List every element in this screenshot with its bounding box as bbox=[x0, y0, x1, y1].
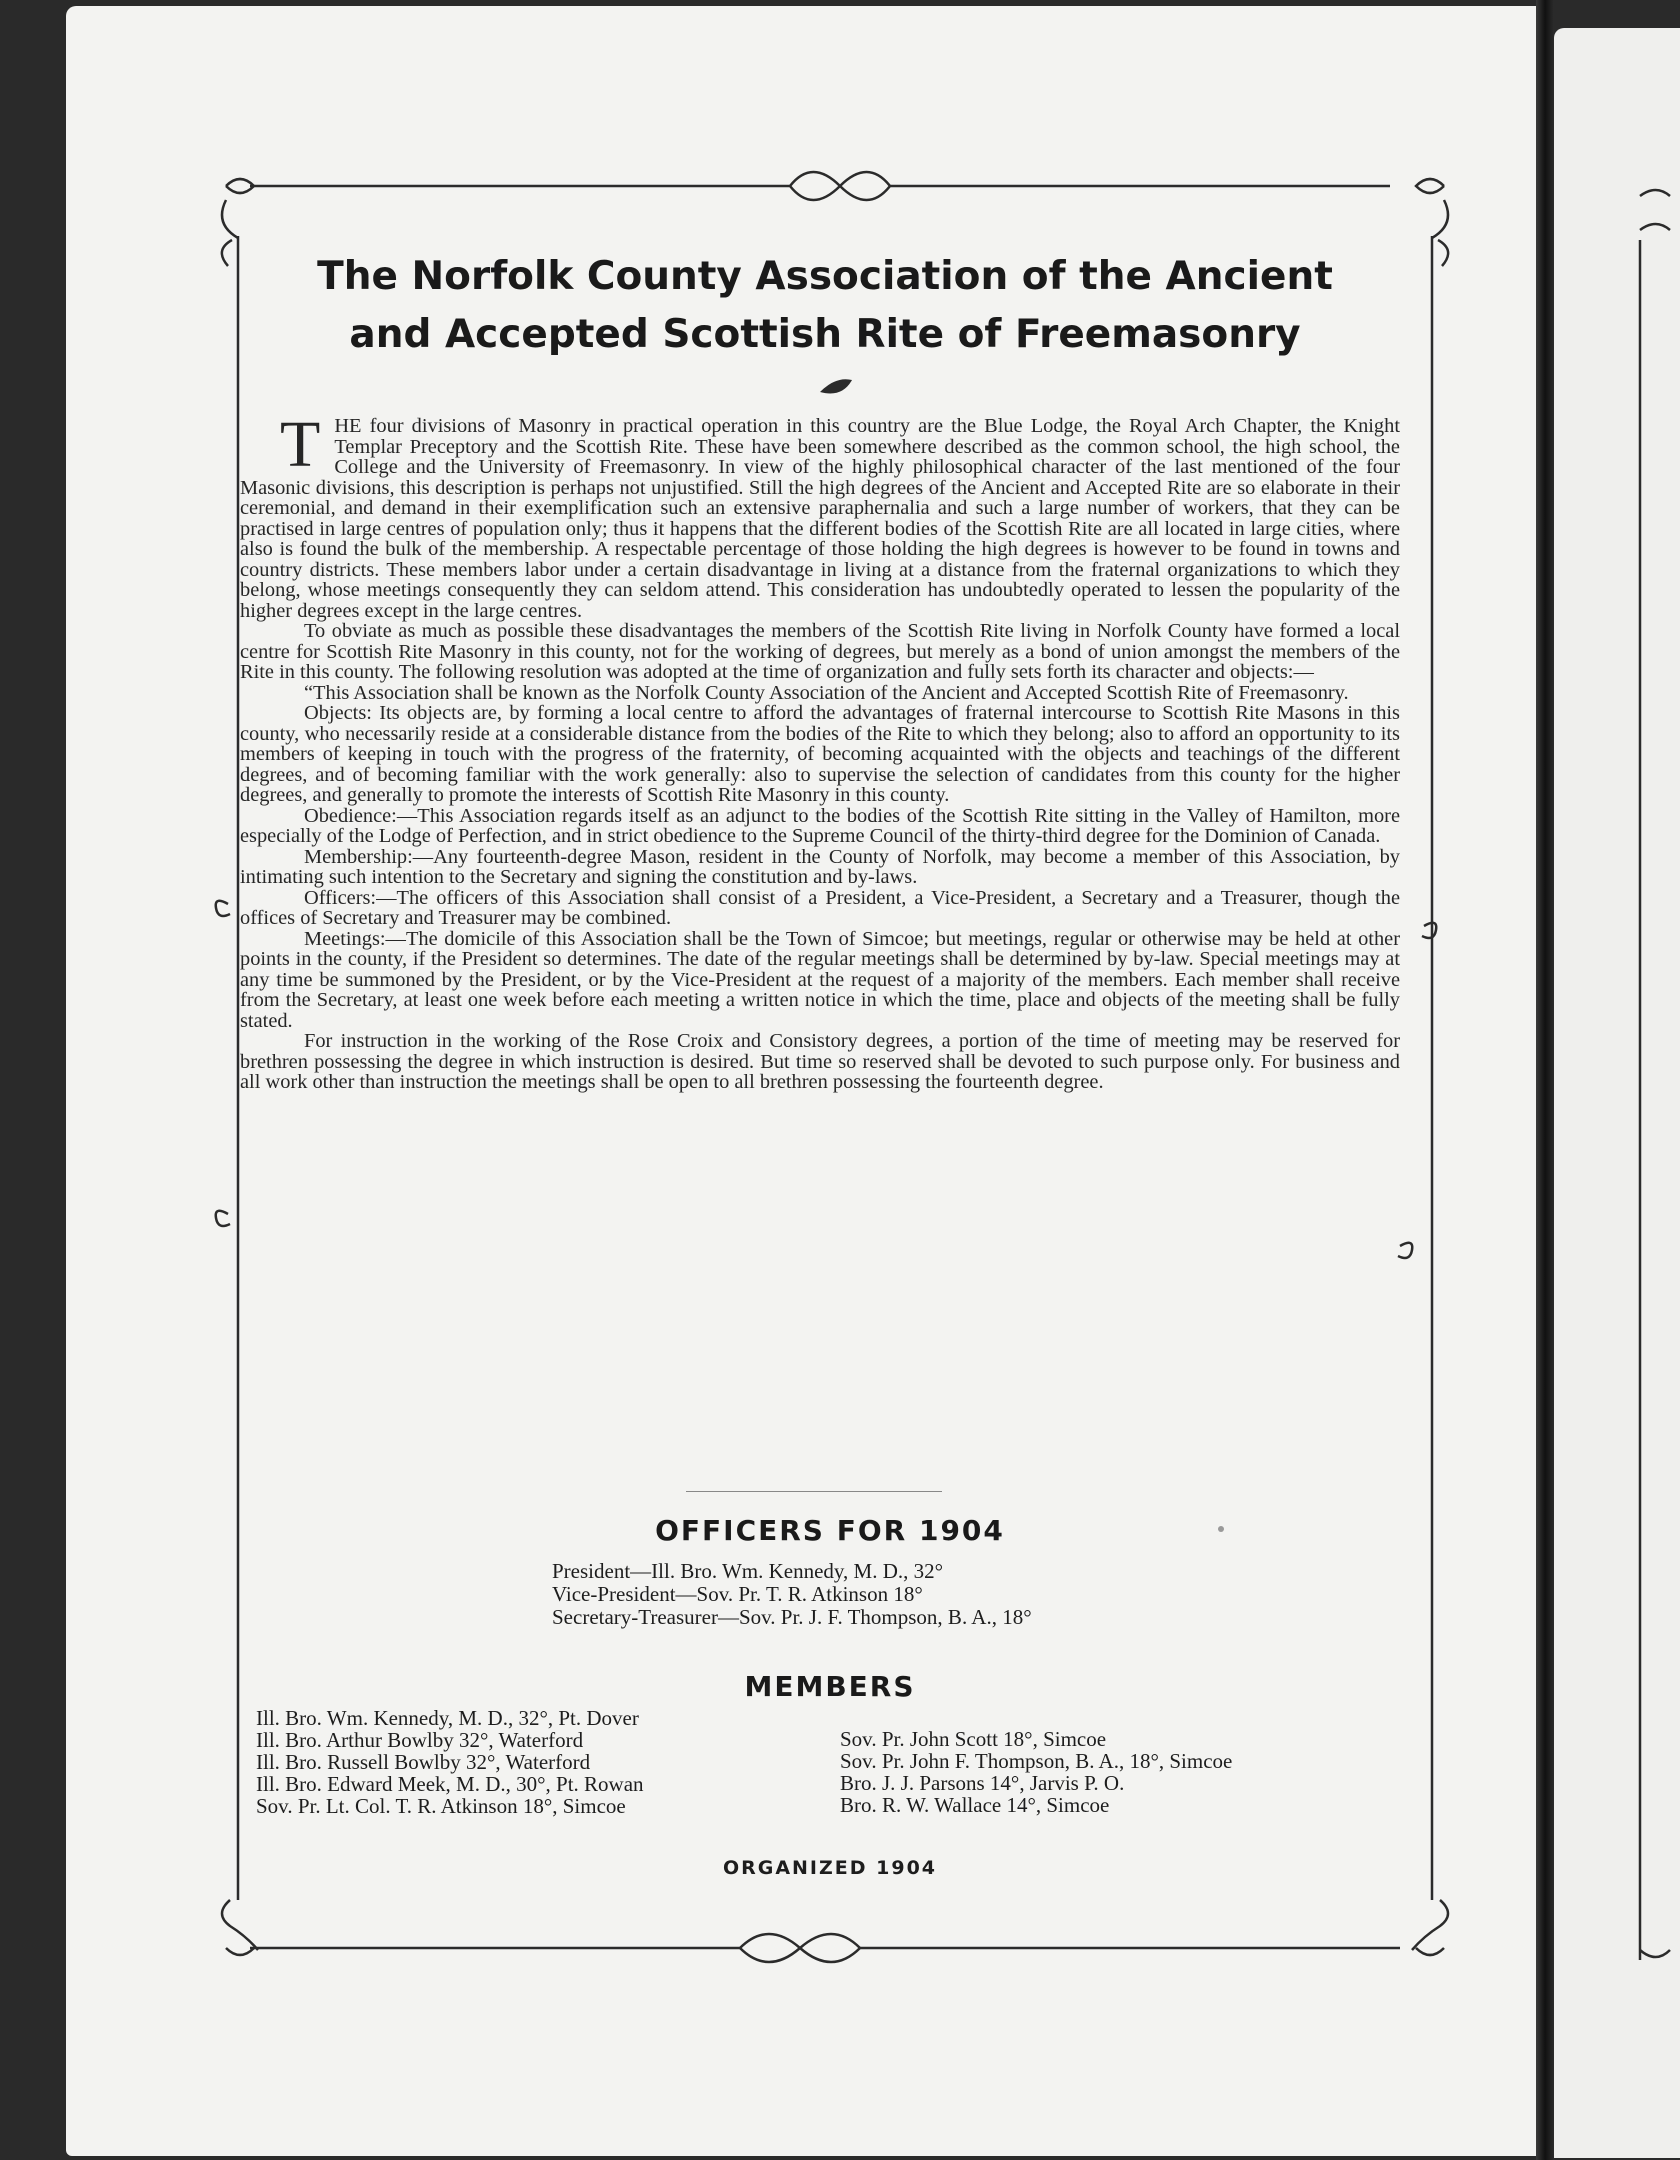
officers-list bbox=[552, 1560, 1032, 1629]
page-title bbox=[200, 248, 1450, 364]
title-line-1: The Norfolk County Association of the Ancient bbox=[317, 254, 1333, 299]
section-divider bbox=[686, 1491, 942, 1492]
members-heading: MEMBERS bbox=[744, 1670, 916, 1703]
corner-flourish-br bbox=[1412, 1900, 1448, 1955]
organized-footer: ORGANIZED 1904 bbox=[722, 1857, 938, 1879]
members-list-right bbox=[840, 1728, 1232, 1816]
officer-secretary-treasurer: Secretary-Treasurer—Sov. Pr. J. F. Thompson, B. A., 18° bbox=[552, 1605, 1032, 1629]
body-text bbox=[240, 408, 1400, 1093]
drop-cap: T bbox=[280, 408, 321, 481]
title-line-2: and Accepted Scottish Rite of Freemasonry bbox=[349, 312, 1301, 357]
next-page-flourish-bottom bbox=[1640, 1950, 1670, 1957]
speck-mark bbox=[1218, 1526, 1224, 1532]
paragraph-1-text: HE four divisions of Masonry in practical operation in this country are the Blue Lodge, the Royal Arch Chapter, the Knight Templar Preceptory and the Scottish Rite. These have been somewhere described as the common school, the high school, the College and the University of Freemasonry. In view of the highly philosophical character of the last mentioned of the four Masonic divisions, this description is perhaps not unjustified. Still the high degrees of the Ancient and Accepted Rite are so elaborate in their ceremonial, and demand in their exemplification such an extensive paraphernalia and such a large number of workers, that they can be practised in large centres of population only; thus it happens that the different bodies of the Scottish Rite are all located in large cities, where also is found the bulk of the membership. A respectable percentage of those holding the high degrees is however to be found in towns and country districts. These members labor under a certain disadvantage in living at a distance from the fraternal organizations to which they belong, whose meetings consequently they can seldom attend. This consideration has undoubtedly operated to lessen the popularity of the higher degrees except in the large centres. bbox=[240, 415, 1400, 622]
side-scroll-right-bottom bbox=[1398, 1243, 1412, 1258]
officer-vice-president: Vice-President—Sov. Pr. T. R. Atkinson 18° bbox=[552, 1582, 923, 1606]
paragraph-obedience: Obedience:—This Association regards itself as an adjunct to the bodies of the Scottish Rite sitting in the Valley of Hamilton, more especially of the Lodge of Perfection, and in strict obedience to the Supreme Council of the thirty-third degree for the Dominion of Canada. bbox=[240, 804, 1400, 847]
knot-ornament-bottom bbox=[740, 1934, 860, 1962]
officers-heading: OFFICERS FOR 1904 bbox=[655, 1514, 1005, 1547]
member-item: Sov. Pr. John Scott 18°, Simcoe bbox=[840, 1727, 1107, 1751]
member-item: Sov. Pr. Lt. Col. T. R. Atkinson 18°, Simcoe bbox=[256, 1794, 626, 1818]
knot-ornament-top bbox=[790, 172, 890, 200]
member-item: Ill. Bro. Edward Meek, M. D., 30°, Pt. Rowan bbox=[256, 1772, 644, 1796]
side-scroll-right-top bbox=[1422, 923, 1436, 938]
paragraph-officers: Officers:—The officers of this Association shall consist of a President, a Vice-President, a Secretary and a Treasurer, though the offices of Secretary and Treasurer may be combined. bbox=[240, 886, 1400, 929]
paragraph-meetings: Meetings:—The domicile of this Association shall be the Town of Simcoe; but meetings, regular or otherwise may be held at other points in the county, if the President so determines. The date of the regular meetings shall be determined by by-law. Special meetings may at any time be summoned by the President, or by the Vice-President at the request of a majority of the members. Each member shall receive from the Secretary, at least one week before each meeting a written notice in which the time, place and objects of the meeting shall be fully stated. bbox=[240, 927, 1400, 1032]
paragraph-2: To obviate as much as possible these disadvantages the members of the Scottish Rite living in Norfolk County have formed a local centre for Scottish Rite Masonry in this county, not for the working of degrees, but merely as a bond of union amongst the members of the Rite in this county. The following resolution was adopted at the time of organization and fully sets forth its character and objects:— bbox=[240, 620, 1400, 683]
member-item: Ill. Bro. Russell Bowlby 32°, Waterford bbox=[256, 1750, 591, 1774]
paragraph-membership: Membership:—Any fourteenth-degree Mason, resident in the County of Norfolk, may become a member of this Association, by intimating such intention to the Secretary and signing the constitution and by-laws. bbox=[240, 845, 1400, 888]
paragraph-3: “This Association shall be known as the Norfolk County Association of the Ancient and Accepted Scottish Rite of Freemasonry. bbox=[304, 681, 1349, 704]
members-list-left bbox=[256, 1707, 644, 1817]
paragraph-objects: Objects: Its objects are, by forming a local centre to afford the advantages of fraternal intercourse to Scottish Rite Masons in this county, who necessarily reside at a considerable distance from the bodies of the Rite to which they belong; also to afford an opportunity to its members of keeping in touch with the progress of the fraternity, of becoming acquainted with the objects and teachings of the different degrees, and of becoming familiar with the work generally: also to supervise the selection of candidates from this county for the higher degrees, and generally to promote the interests of Scottish Rite Masonry in this county. bbox=[240, 702, 1400, 806]
leaf-ornament bbox=[820, 379, 852, 393]
side-scroll-left-top bbox=[216, 901, 230, 916]
member-item: Ill. Bro. Arthur Bowlby 32°, Waterford bbox=[256, 1728, 584, 1752]
next-page-flourish-top bbox=[1640, 190, 1670, 230]
member-item: Ill. Bro. Wm. Kennedy, M. D., 32°, Pt. Dover bbox=[256, 1706, 639, 1730]
member-item: Bro. J. J. Parsons 14°, Jarvis P. O. bbox=[840, 1771, 1125, 1795]
side-scroll-left-bottom bbox=[216, 1211, 230, 1226]
member-item: Bro. R. W. Wallace 14°, Simcoe bbox=[840, 1793, 1110, 1817]
member-item: Sov. Pr. John F. Thompson, B. A., 18°, Simcoe bbox=[840, 1749, 1233, 1773]
paragraph-instruction: For instruction in the working of the Rose Croix and Consistory degrees, a portion of the time of meeting may be reserved for brethren possessing the degree in which instruction is desired. But time so reserved shall be devoted to such purpose only. For business and all work other than instruction the meetings shall be open to all brethren possessing the fourteenth degree. bbox=[240, 1030, 1400, 1093]
paragraph-1 bbox=[240, 408, 1400, 622]
officer-president: President—Ill. Bro. Wm. Kennedy, M. D., 32° bbox=[552, 1559, 944, 1583]
